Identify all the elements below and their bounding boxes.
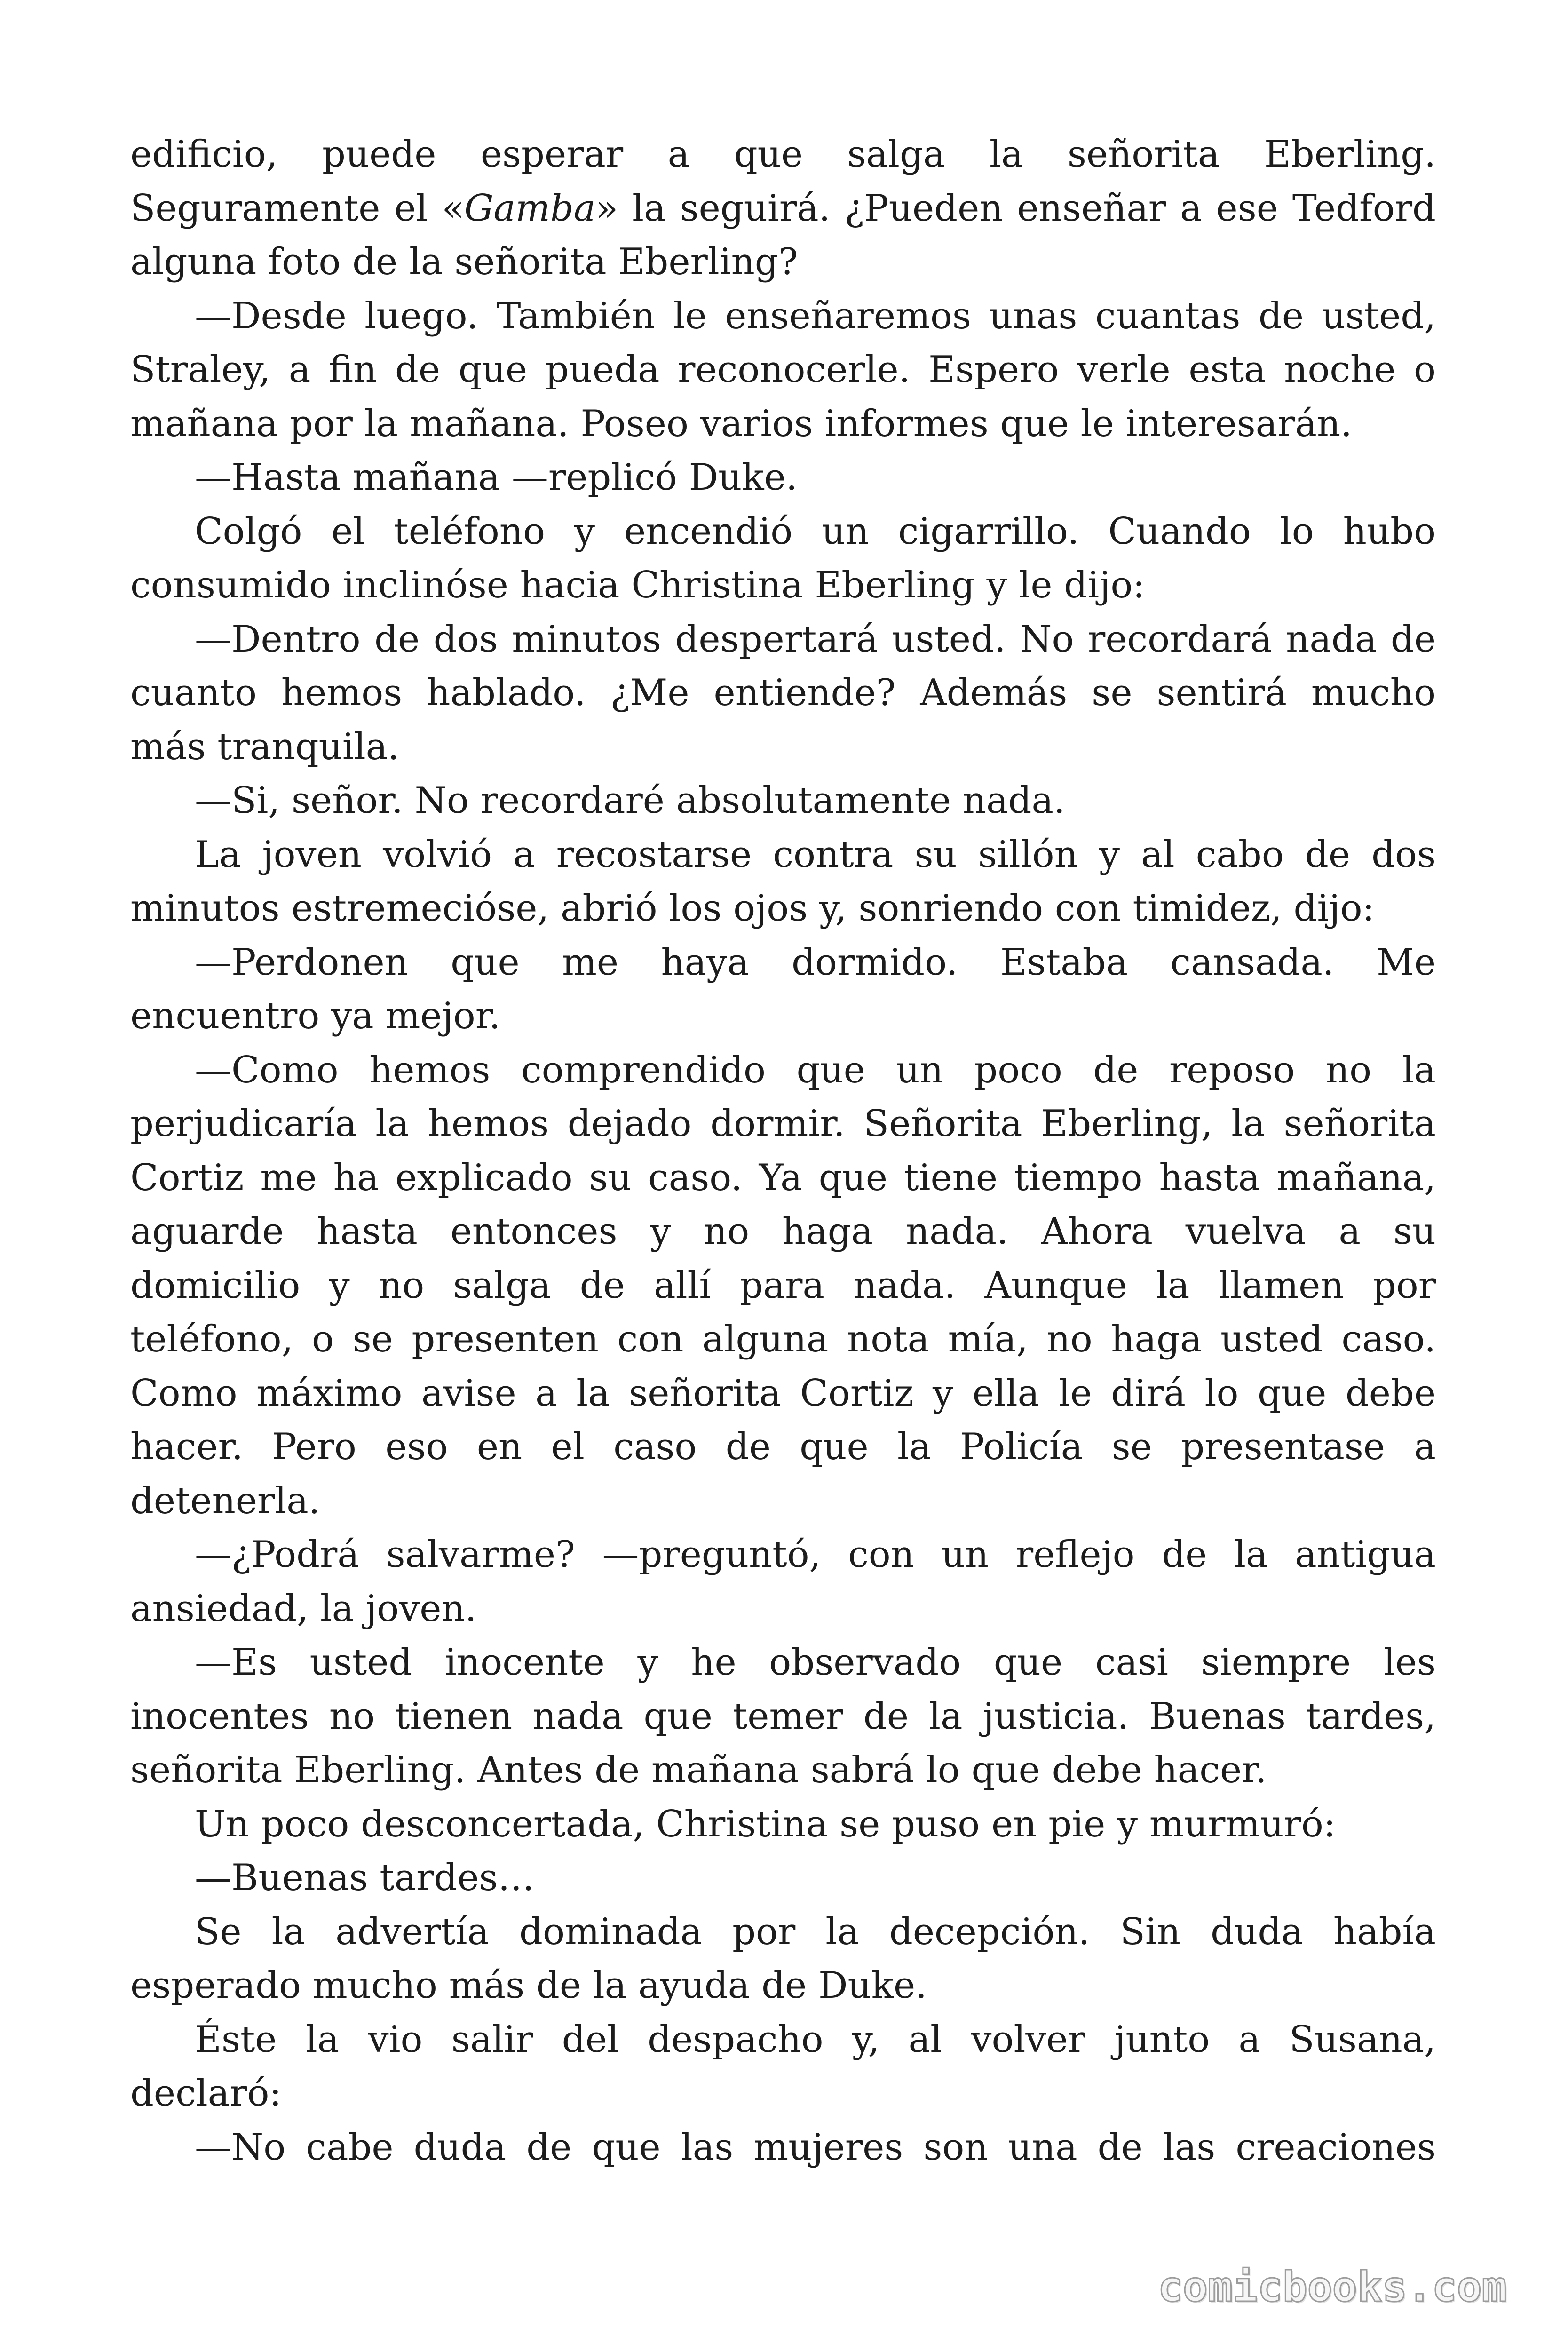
text-run: cuanto hemos hablado. ¿Me entiende? Además se sentirá mucho [130, 672, 1436, 714]
paragraph [130, 127, 1436, 289]
line-text [130, 1103, 1436, 1145]
text-line [130, 343, 1436, 397]
line-text [195, 1534, 1436, 1576]
paragraph [130, 1043, 1436, 1528]
text-run: —Si, señor. No recordaré absolutamente nada. [195, 779, 1065, 822]
text-run: Cortiz me ha explicado su caso. Ya que tiene tiempo hasta mañana, [130, 1156, 1436, 1199]
text-run: detenerla. [130, 1479, 320, 1522]
text-run: perjudicaría la hemos dejado dormir. Señorita Eberling, la señorita [130, 1103, 1436, 1145]
paragraph [130, 1528, 1436, 1636]
text-line [130, 397, 1436, 451]
text-line [130, 1474, 1436, 1528]
text-run: Un poco desconcertada, Christina se puso en pie y murmuró: [195, 1803, 1336, 1845]
line-text [130, 1157, 1436, 1199]
paragraph [130, 289, 1436, 451]
paragraph [130, 2013, 1436, 2121]
line-text [195, 456, 798, 499]
text-line [195, 451, 1436, 505]
paragraph [130, 2121, 1436, 2175]
text-line [195, 612, 1436, 667]
text-run: alguna foto de la señorita Eberling? [130, 241, 798, 283]
text-line [130, 882, 1436, 936]
text-line [130, 1259, 1436, 1313]
line-text [195, 2018, 1436, 2061]
text-run: señorita Eberling. Antes de mañana sabrá lo que debe hacer. [130, 1749, 1267, 1791]
text-run: minutos estremecióse, abrió los ojos y, sonriendo con timidez, dijo: [130, 887, 1375, 930]
text-line [195, 2121, 1436, 2175]
emphasis-run: Gamba [464, 187, 596, 230]
text-run: La joven volvió a recostarse contra su sillón y al cabo de dos [195, 833, 1436, 876]
text-run: ansiedad, la joven. [130, 1587, 477, 1630]
line-text [130, 1426, 1436, 1468]
paragraph [130, 1905, 1436, 2013]
text-line [195, 289, 1436, 343]
text-run: aguarde hasta entonces y no haga nada. Ahora vuelva a su [130, 1210, 1436, 1253]
text-run: mañana por la mañana. Poseo varios informes que le interesarán. [130, 402, 1353, 445]
line-text [130, 241, 798, 283]
paragraph [130, 774, 1436, 828]
text-run: Seguramente el « [130, 187, 465, 230]
line-text [130, 1210, 1436, 1253]
text-line [130, 1151, 1436, 1205]
line-text [130, 887, 1375, 930]
line-text [130, 564, 1145, 606]
line-text [130, 672, 1436, 714]
text-line [130, 720, 1436, 774]
text-line [130, 2066, 1436, 2121]
text-line [130, 1959, 1436, 2013]
text-line [130, 1420, 1436, 1474]
line-text [130, 1964, 927, 2007]
line-text [130, 726, 399, 768]
paragraph [130, 1636, 1436, 1797]
text-run: Straley, a fin de que pueda reconocerle. Espero verle esta noche o [130, 349, 1436, 391]
text-run: —No cabe duda de que las mujeres son una de las creaciones [195, 2126, 1436, 2169]
text-line [195, 1797, 1436, 1851]
line-text [195, 1911, 1436, 1953]
text-line [130, 1743, 1436, 1797]
text-line [130, 182, 1436, 236]
text-line [130, 666, 1436, 720]
text-run: inocentes no tienen nada que temer de la justicia. Buenas tardes, [130, 1695, 1436, 1738]
text-run: —Buenas tardes… [195, 1857, 535, 1899]
text-run: más tranquila. [130, 725, 400, 768]
text-run: esperado mucho más de la ayuda de Duke. [130, 1964, 927, 2007]
watermark: comicbooks.com [1158, 2263, 1507, 2311]
text-line [195, 1636, 1436, 1690]
text-line [130, 1205, 1436, 1259]
line-text [130, 1318, 1436, 1360]
text-line [130, 558, 1436, 612]
line-text [130, 1695, 1436, 1738]
text-run: —Hasta mañana —replicó Duke. [195, 456, 798, 499]
line-text [130, 187, 1436, 230]
paragraph [130, 828, 1436, 936]
line-text [195, 1857, 535, 1899]
line-text [195, 834, 1436, 876]
paragraph [130, 1851, 1436, 1905]
text-line [130, 1690, 1436, 1744]
line-text [130, 1480, 320, 1522]
text-run: consumido inclinóse hacia Christina Eberling y le dijo: [130, 564, 1145, 606]
text-line [195, 828, 1436, 882]
paragraph [130, 451, 1436, 505]
line-text [130, 1264, 1436, 1307]
text-line [130, 1367, 1436, 1421]
text-run: hacer. Pero eso en el caso de que la Policía se presentase a [130, 1426, 1436, 1468]
text-line [195, 1851, 1436, 1905]
text-run: Como máximo avise a la señorita Cortiz y ella le dirá lo que debe [130, 1372, 1436, 1414]
line-text [195, 1049, 1436, 1091]
text-run: teléfono, o se presenten con alguna nota mía, no haga usted caso. [130, 1318, 1436, 1360]
line-text [195, 295, 1436, 337]
text-run: —Como hemos comprendido que un poco de reposo no la [195, 1049, 1436, 1091]
text-run: domicilio y no salga de allí para nada. Aunque la llamen por [130, 1264, 1436, 1307]
text-line [130, 127, 1436, 182]
text-run: encuentro ya mejor. [130, 995, 501, 1037]
line-text [130, 1588, 476, 1630]
text-line [195, 1528, 1436, 1582]
line-text [130, 995, 500, 1037]
line-text [130, 349, 1436, 391]
text-run: —Dentro de dos minutos despertará usted. No recordará nada de [195, 618, 1436, 660]
line-text [195, 1641, 1436, 1684]
line-text [130, 1372, 1436, 1414]
line-text [195, 618, 1436, 660]
line-text [130, 2072, 282, 2114]
text-run: —Es usted inocente y he observado que casi siempre les [195, 1641, 1436, 1684]
text-line [195, 505, 1436, 559]
text-line [195, 1043, 1436, 1097]
text-line [130, 1097, 1436, 1151]
text-run: —Desde luego. También le enseñaremos unas cuantas de usted, [195, 294, 1436, 337]
line-text [195, 941, 1436, 984]
text-run: declaró: [130, 2072, 282, 2114]
text-run: —¿Podrá salvarme? —preguntó, con un reflejo de la antigua [195, 1534, 1436, 1576]
line-text [130, 133, 1436, 175]
text-line [130, 1312, 1436, 1367]
text-run: edificio, puede esperar a que salga la señorita Eberling. [130, 133, 1436, 175]
paragraph [130, 1797, 1436, 1851]
line-text [195, 510, 1436, 553]
text-run: —Perdonen que me haya dormido. Estaba cansada. Me [195, 941, 1436, 984]
line-text [130, 1749, 1267, 1791]
paragraph [130, 936, 1436, 1043]
text-run: Colgó el teléfono y encendió un cigarrillo. Cuando lo hubo [195, 510, 1436, 553]
paragraph [130, 612, 1436, 774]
text-run: » la seguirá. ¿Pueden enseñar a ese Tedford [595, 187, 1436, 230]
paragraph [130, 505, 1436, 612]
text-line [130, 1582, 1436, 1636]
text-run: Éste la vio salir del despacho y, al volver junto a Susana, [195, 2018, 1436, 2061]
line-text [195, 779, 1065, 822]
text-line [195, 936, 1436, 990]
text-line [195, 774, 1436, 828]
text-line [195, 1905, 1436, 1959]
page-body-text [130, 127, 1436, 2174]
text-line [195, 2013, 1436, 2067]
text-line [130, 989, 1436, 1043]
text-run: Se la advertía dominada por la decepción. Sin duda había [195, 1910, 1436, 1953]
line-text [195, 2126, 1436, 2169]
text-line [130, 235, 1436, 289]
line-text [195, 1803, 1336, 1845]
line-text [130, 403, 1352, 445]
